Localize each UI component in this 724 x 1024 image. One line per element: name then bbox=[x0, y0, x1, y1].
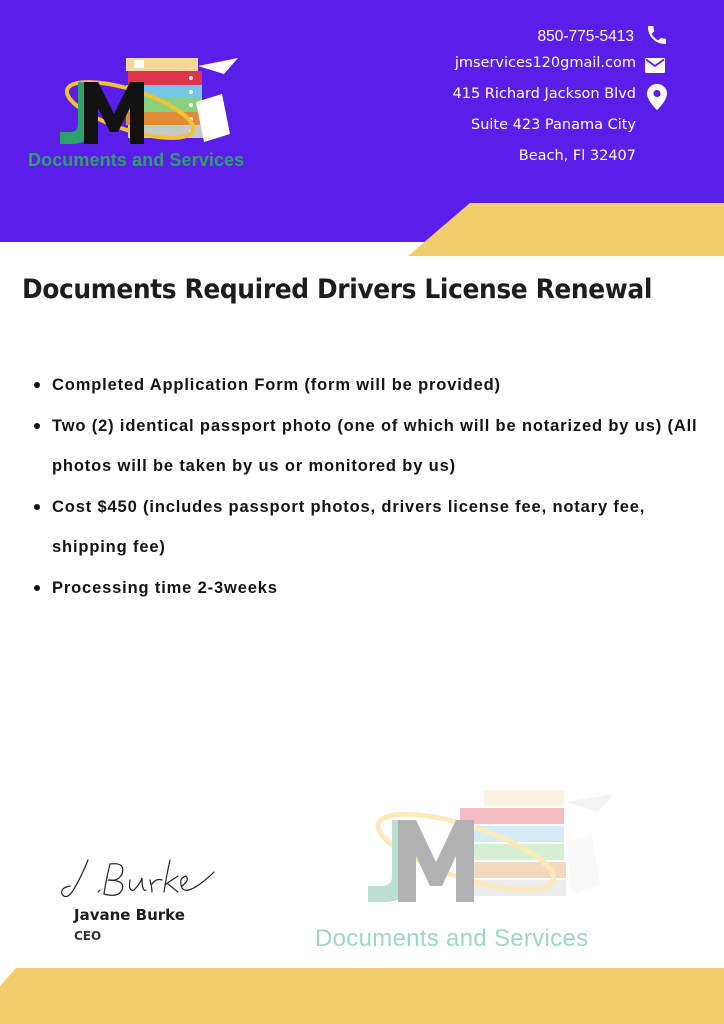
footer-accent-band bbox=[0, 968, 724, 1024]
document-title: Documents Required Drivers License Renewal bbox=[22, 274, 653, 305]
contact-phone[interactable]: 850-775-5413 bbox=[537, 28, 634, 45]
requirement-item: Cost $450 (includes passport photos, drivers license fee, notary fee, shipping fee) bbox=[34, 487, 704, 568]
requirement-item: Processing time 2-3weeks bbox=[34, 568, 704, 609]
contact-address-line2: Suite 423 Panama City bbox=[470, 117, 636, 133]
phone-icon bbox=[645, 22, 669, 48]
requirement-item: Two (2) identical passport photo (one of which will be notarized by us) (All photos will be taken by us or monitored by us) bbox=[34, 406, 704, 487]
signer-role: CEO bbox=[74, 929, 102, 943]
contact-address-line1: 415 Richard Jackson Blvd bbox=[452, 86, 636, 102]
requirements-list bbox=[34, 365, 704, 608]
mail-icon bbox=[645, 58, 665, 73]
handwritten-signature bbox=[58, 850, 218, 902]
signer-name: Javane Burke bbox=[74, 906, 185, 924]
requirement-item: Completed Application Form (form will be provided) bbox=[34, 365, 704, 406]
contact-email[interactable]: jmservices120gmail.com bbox=[454, 55, 636, 71]
location-pin-icon bbox=[647, 84, 667, 110]
watermark-caption: Documents and Services bbox=[315, 925, 589, 952]
contact-address-line3: Beach, Fl 32407 bbox=[518, 148, 636, 164]
logo-caption: Documents and Services bbox=[28, 150, 245, 170]
watermark-logo bbox=[356, 782, 636, 922]
